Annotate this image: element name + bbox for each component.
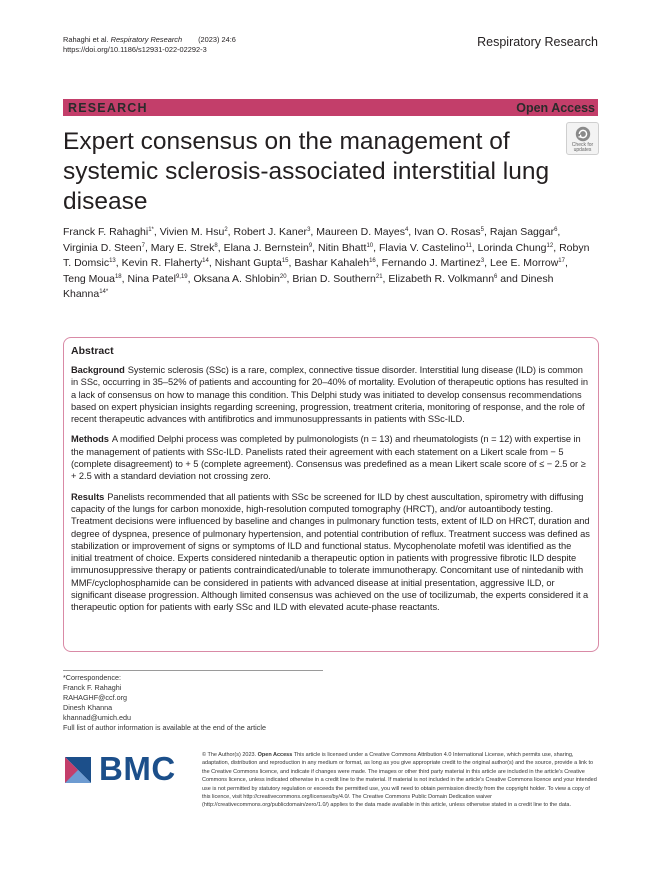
author-affiliation: 12 bbox=[546, 242, 554, 249]
author-affiliation: 10 bbox=[366, 242, 374, 249]
article-type-label: RESEARCH bbox=[68, 100, 148, 115]
author-name[interactable]: Nina Patel bbox=[127, 272, 176, 285]
author-affiliation: 2 bbox=[224, 227, 228, 233]
correspondent-email-1[interactable]: RAHAGHF@ccf.org bbox=[63, 692, 128, 702]
author-affiliation: 3 bbox=[307, 227, 311, 233]
abstract-results bbox=[71, 491, 591, 614]
author-affiliation: 9,19 bbox=[175, 273, 188, 280]
author-affiliation: 14 bbox=[202, 258, 209, 265]
author-affiliation: 13 bbox=[109, 258, 116, 265]
results-label: Results bbox=[71, 491, 105, 502]
author-info-note: Full list of author information is available at the end of the article bbox=[63, 722, 266, 732]
author-name[interactable]: Ivan O. Rosas bbox=[414, 226, 481, 238]
author-name[interactable]: Brian D. Southern bbox=[292, 272, 376, 285]
results-text: Panelists recommended that all patients with SSc be screened for ILD by chest auscultation, spirometry with diffusing capacity of the lungs for carbon monoxide, high-resolution computed tomography (HRCT), and/or autoantibody testing. Treatment decisions were influenced by baseline and changes in pulmonary function tests, extent of ILD on HRCT, duration and degree of dyspnea, presence of pulmonary hypertension, and potential contribution of reflux. Treatment success was defined as stabilization or improvement of signs or symptoms of ILD and functional status. Mycophenolate mofetil was identified as the initial treatment of choice. Experts considered nintedanib a therapeutic option in patients with progressive fibrotic ILD despite immunosuppressive therapy or patients contraindicated/unable to tolerate immunotherapy. Concomitant use of nintedanib with MMF/cyclophosphamide can be considered in patients with advanced disease at initial presentation, aggressive ILD, or significant disease progression. Although limited consensus was achieved on the use of tocilizumab, the experts considered it a therapeutic option for patients with early SSc and ILD with elevated acute-phase reactants. bbox=[71, 491, 590, 613]
author-affiliation: 6 bbox=[554, 227, 558, 233]
author-name[interactable]: Maureen D. Mayes bbox=[316, 226, 405, 238]
author-affiliation: 4 bbox=[404, 227, 409, 233]
doi-link[interactable]: https://doi.org/10.1186/s12931-022-02292-3 bbox=[63, 44, 207, 54]
abstract-box bbox=[63, 337, 599, 652]
author-list: Franck F. Rahaghi$^{1*}$, Vivien M. Hsu$^2$, Robert J. Kaner$^3$, Maureen D. Mayes$^4$, Ivan O. Rosas$^5$, Rajan Saggar$^6$, Virginia D. Steen$^7$, Mary E. Strek$^8$, Elana J. Bernstein$^9$, Nitin Bhatt$^{10}$, Flavia V. Castelino$^{11}$, Lorinda Chung$^{12}$, Robyn T. Domsic$^{13}$, Kevin R. Flaherty$^{14}$, Nishant Gupta$^{15}$, Bashar Kahaleh$^{16}$, Fernando J. Martinez$^3$, Lee E. Morrow$^{17}$, Teng Moua$^{18}$, Nina Patel$^{9,19}$, Oksana A. Shlobin$^{20}$, Brian D. Southern$^{21}$, Elizabeth R. Volkmann$^6$ and Dinesh Khanna$^{14*}$ bbox=[63, 226, 590, 301]
author-name[interactable]: Teng Moua bbox=[63, 272, 115, 285]
license-text bbox=[202, 751, 598, 810]
article-title: Expert consensus on the management of systemic sclerosis-associated interstitial lung disease bbox=[63, 128, 550, 215]
correspondent-email-2[interactable]: khannad@umich.edu bbox=[63, 712, 132, 722]
author-name[interactable]: Dinesh Khanna bbox=[63, 272, 554, 301]
author-affiliation: 5 bbox=[480, 227, 485, 233]
citation-authors: Rahaghi et al. bbox=[63, 35, 109, 44]
author-name[interactable]: Vivien M. Hsu bbox=[159, 226, 225, 238]
author-name[interactable]: Robert J. Kaner bbox=[233, 226, 308, 238]
author-name[interactable]: Franck F. Rahaghi bbox=[63, 226, 149, 238]
author-name[interactable]: Lorinda Chung bbox=[477, 241, 547, 254]
author-name[interactable]: Mary E. Strek bbox=[150, 241, 215, 254]
author-name[interactable]: Lee E. Morrow bbox=[490, 257, 559, 270]
author-name[interactable]: Flavia V. Castelino bbox=[378, 241, 466, 254]
author-name[interactable]: Rajan Saggar bbox=[489, 226, 555, 238]
running-header bbox=[63, 35, 238, 54]
citation-journal: Respiratory Research bbox=[110, 35, 183, 44]
author-name[interactable]: Fernando J. Martinez bbox=[381, 257, 481, 270]
author-affiliation: 15 bbox=[281, 258, 289, 265]
bmc-logo-icon bbox=[63, 753, 93, 785]
author-affiliation: 8 bbox=[214, 242, 218, 249]
correspondent-name-2: Dinesh Khanna bbox=[63, 702, 113, 712]
author-affiliation: 1* bbox=[148, 227, 154, 233]
author-affiliation: 9 bbox=[308, 242, 313, 249]
author-affiliation: 11 bbox=[465, 242, 472, 249]
author-affiliation: 14* bbox=[99, 289, 109, 296]
bmc-logo-text: BMC bbox=[99, 750, 176, 787]
author-name[interactable]: Nitin Bhatt bbox=[318, 241, 367, 254]
author-name[interactable]: Elana J. Bernstein bbox=[223, 241, 309, 254]
license-body: This article is licensed under a Creative Commons Attribution 4.0 International License, which permits use, sharing, adaptation, distribution and reproduction in any medium or format, as long as you give appropriate credit to the original author(s) and the source, provide a link to the Creative Commons licence, and indicate if changes were made. The images or other third party material in this article are included in the article's Creative Commons licence, unless indicated otherwise in a credit line to the material. If material is not included in the article's Creative Commons licence and your intended use is not permitted by statutory regulation or exceeds the permitted use, you will need to obtain permission directly from the copyright holder. To view a copy of this licence, visit http://creativecommons.org/licenses/by/4.0/. The Creative Commons Public Domain Dedication waiver (http://creativecommons.org/publicdomain/zero/1.0/) applies to the data made available in this article, unless otherwise stated in a credit line to the data. bbox=[202, 752, 597, 809]
citation-year-volume: (2023) 24:6 bbox=[198, 35, 236, 44]
license-open-access: Open Access bbox=[257, 752, 293, 758]
abstract-heading: Abstract bbox=[71, 345, 114, 357]
author-affiliation: 3 bbox=[480, 258, 485, 265]
author-affiliation: 20 bbox=[279, 273, 287, 280]
methods-text: A modified Delphi process was completed by pulmonologists (n = 13) and rheumatologists (n = 12) with expertise in the management of patients with SSc-ILD. Panelists rated their agreement with each statement on a Likert scale from − 5 (complete disagreement) to + 5 (complete agreement). Consensus was predefined as a mean Likert scale score of ≤ − 2.5 or ≥ + 2.5 with a standard deviation not crossing zero. bbox=[71, 434, 586, 482]
abstract-methods bbox=[71, 433, 591, 482]
correspondence-block bbox=[63, 673, 266, 732]
author-affiliation: 16 bbox=[369, 258, 376, 265]
author-name[interactable]: Robyn T. Domsic bbox=[63, 241, 590, 270]
author-affiliation: 6 bbox=[494, 273, 498, 280]
bmc-logo bbox=[63, 752, 176, 785]
license-lead: © The Author(s) 2023. bbox=[202, 752, 257, 758]
author-name[interactable]: Kevin R. Flaherty bbox=[121, 257, 203, 270]
citation-line bbox=[63, 35, 238, 45]
author-name[interactable]: Oksana A. Shlobin bbox=[193, 272, 280, 285]
author-name[interactable]: Elizabeth R. Volkmann bbox=[388, 272, 495, 285]
author-name[interactable]: Nishant Gupta bbox=[214, 257, 282, 270]
correspondence-label: *Correspondence: bbox=[63, 673, 121, 682]
author-affiliation: 18 bbox=[114, 273, 122, 280]
background-label: Background bbox=[71, 365, 125, 375]
author-affiliation: 21 bbox=[375, 273, 383, 280]
journal-name: Respiratory Research bbox=[477, 35, 598, 49]
methods-label: Methods bbox=[71, 434, 109, 445]
background-text: Systemic sclerosis (SSc) is a rare, complex, connective tissue disorder. Interstitial lung disease (ILD) is common in SSc, occurring in 35–52% of patients and accounting for 20–40% of mortality. Evolution of therapeutic options has resulted in a lack of consensus on how to manage this condition. This Delphi study was initiated to develop consensus recommendations based on expert physician insights regarding screening, progression, treatment criteria, monitoring of response, and the role of recent therapeutic advances with antifibrotics and immunosuppressants in patients with SSc-ILD. bbox=[71, 365, 588, 425]
footnote-divider bbox=[63, 670, 323, 671]
abstract-background bbox=[71, 364, 591, 425]
author-affiliation: 7 bbox=[141, 242, 145, 249]
check-updates-line1: Check for bbox=[571, 142, 594, 148]
author-affiliation: 17 bbox=[558, 258, 565, 265]
author-name[interactable]: Bashar Kahaleh bbox=[294, 257, 370, 270]
correspondent-name-1: Franck F. Rahaghi bbox=[63, 682, 122, 692]
open-access-label: Open Access bbox=[516, 100, 595, 115]
article-type-band bbox=[63, 99, 598, 116]
author-name[interactable]: Virginia D. Steen bbox=[63, 241, 142, 254]
check-updates-line2: updates bbox=[573, 147, 592, 154]
